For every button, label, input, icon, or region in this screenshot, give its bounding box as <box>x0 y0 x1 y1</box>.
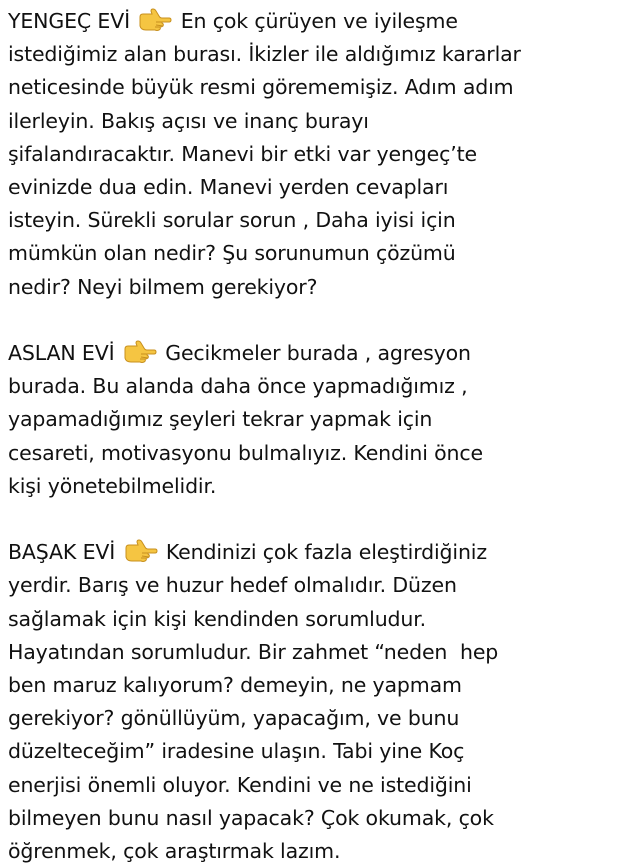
pointing-hand-icon <box>124 539 158 563</box>
section-line: şifalandıracaktır. Manevi bir etki var yengeç’te <box>8 141 477 166</box>
pointing-hand-icon <box>138 8 172 32</box>
section-first-line <box>8 5 614 38</box>
section-line: istediğimiz alan burası. İkizler ile aldığımız kararlar <box>8 42 521 67</box>
section-line: kişi yönetebilmelidir. <box>8 473 217 498</box>
pointing-hand-icon <box>123 340 157 364</box>
section-line: bilmeyen bunu nasıl yapacak? Çok okumak, çok <box>8 805 494 830</box>
section-title: YENGEÇ EVİ <box>8 9 131 33</box>
section-line: yerdir. Barış ve huzur hedef olmalıdır. Düzen <box>8 573 457 598</box>
section-line: sağlamak için kişi kendinden sorumludur. <box>8 606 427 631</box>
section-title: ASLAN EVİ <box>8 341 115 366</box>
section-line: ben maruz kalıyorum? demeyin, ne yapmam <box>8 673 462 698</box>
section-line: mümkün olan nedir? Şu sorunumun çözümü <box>8 241 456 266</box>
section-first-line <box>8 536 614 569</box>
section-line: öğrenmek, çok araştırmak lazım. <box>8 839 341 864</box>
section-aslan <box>8 337 614 503</box>
section-spacer <box>8 503 614 536</box>
section-line: yapamadığımız şeyleri tekrar yapmak için <box>8 407 433 432</box>
section-yengec <box>8 5 614 304</box>
section-line: Hayatından sorumludur. Bir zahmet “neden hep <box>8 639 499 664</box>
section-line: cesareti, motivasyonu bulmalıyız. Kendini önce <box>8 440 483 465</box>
section-basak <box>8 536 614 868</box>
section-line: evinizde dua edin. Manevi yerden cevapları <box>8 175 449 200</box>
section-title: BAŞAK EVİ <box>8 540 116 565</box>
section-spacer <box>8 304 614 337</box>
section-line: En çok çürüyen ve iyileşme <box>174 9 458 33</box>
section-line: Gecikmeler burada , agresyon <box>158 341 471 366</box>
section-line: düzelteceğim” iradesine ulaşın. Tabi yine Koç <box>8 739 465 764</box>
section-line: neticesinde büyük resmi görememişiz. Adım adım <box>8 75 514 100</box>
section-line: burada. Bu alanda daha önce yapmadığımız , <box>8 374 468 399</box>
section-line: enerjisi önemli oluyor. Kendini ve ne istediğini <box>8 772 472 797</box>
section-line: gerekiyor? gönüllüyüm, yapacağım, ve bunu <box>8 706 460 731</box>
document-body <box>8 5 614 868</box>
section-line: Kendinizi çok fazla eleştirdiğiniz <box>159 540 487 565</box>
section-line: nedir? Neyi bilmem gerekiyor? <box>8 274 318 299</box>
section-line: isteyin. Sürekli sorular sorun , Daha iyisi için <box>8 208 456 233</box>
section-line: ilerleyin. Bakış açısı ve inanç burayı <box>8 108 369 133</box>
section-first-line <box>8 337 614 370</box>
